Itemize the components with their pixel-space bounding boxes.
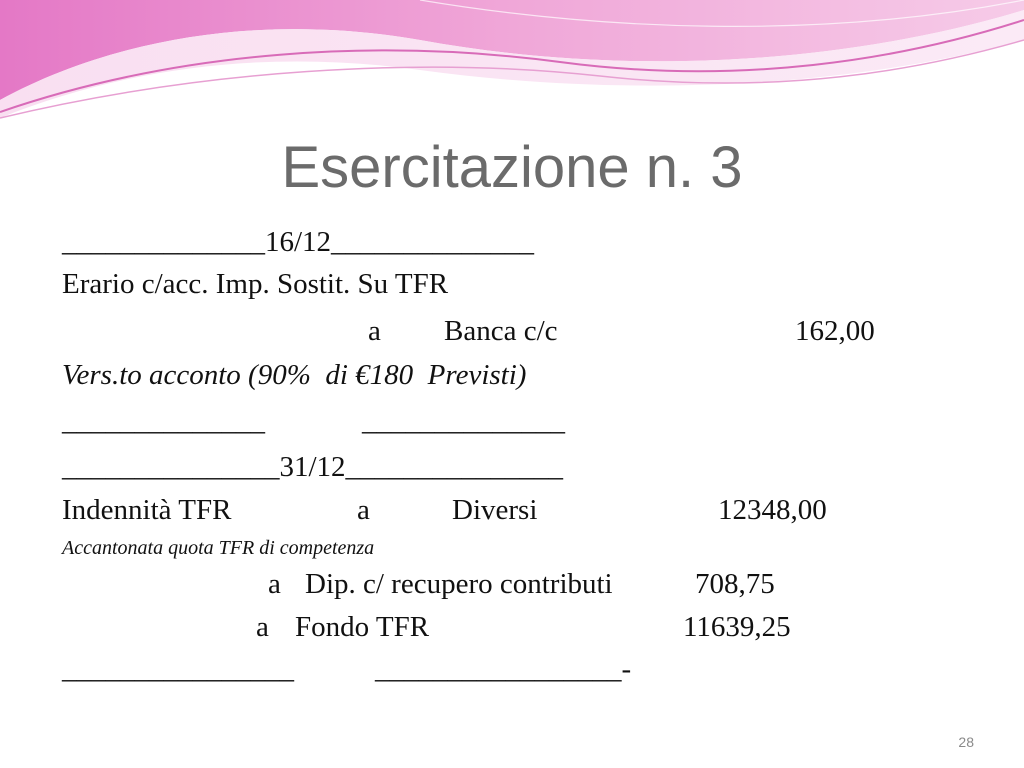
entry2-sub1-amount: 708,75 bbox=[695, 568, 775, 600]
entry2-sub1-account: Dip. c/ recupero contributi bbox=[305, 568, 613, 600]
entry1-debit-account: Erario c/acc. Imp. Sostit. Su TFR bbox=[62, 268, 449, 300]
entry2-credit-prefix: a bbox=[357, 494, 370, 526]
entry2-sub2-prefix: a bbox=[256, 611, 269, 643]
entry1-credit-account: Banca c/c bbox=[444, 315, 558, 347]
entry1-date-line: ______________16/12______________ bbox=[62, 226, 535, 258]
entry1-amount: 162,00 bbox=[795, 315, 875, 347]
entry2-credit-account: Diversi bbox=[452, 494, 538, 526]
entry1-description: Vers.to acconto (90% di €180 Previsti) bbox=[62, 359, 527, 391]
entry2-separator-right: _________________- bbox=[375, 653, 632, 685]
entry2-debit-account: Indennità TFR bbox=[62, 494, 232, 526]
entry1-credit-prefix: a bbox=[368, 315, 381, 347]
header-wave-decoration bbox=[0, 0, 1024, 130]
slide-title: Esercitazione n. 3 bbox=[281, 135, 743, 200]
entry2-description: Accantonata quota TFR di competenza bbox=[62, 537, 375, 559]
page-number: 28 bbox=[958, 734, 974, 750]
entry2-separator-left: ________________ bbox=[62, 653, 294, 685]
entry2-sub1-prefix: a bbox=[268, 568, 281, 600]
entry1-separator-left: ______________ bbox=[62, 405, 265, 437]
entry2-date-line: _______________31/12_______________ bbox=[62, 451, 564, 483]
entry1-separator-right: ______________ bbox=[362, 405, 565, 437]
entry2-sub2-amount: 11639,25 bbox=[683, 611, 791, 643]
entry2-amount: 12348,00 bbox=[718, 494, 827, 526]
entry2-sub2-account: Fondo TFR bbox=[295, 611, 430, 643]
